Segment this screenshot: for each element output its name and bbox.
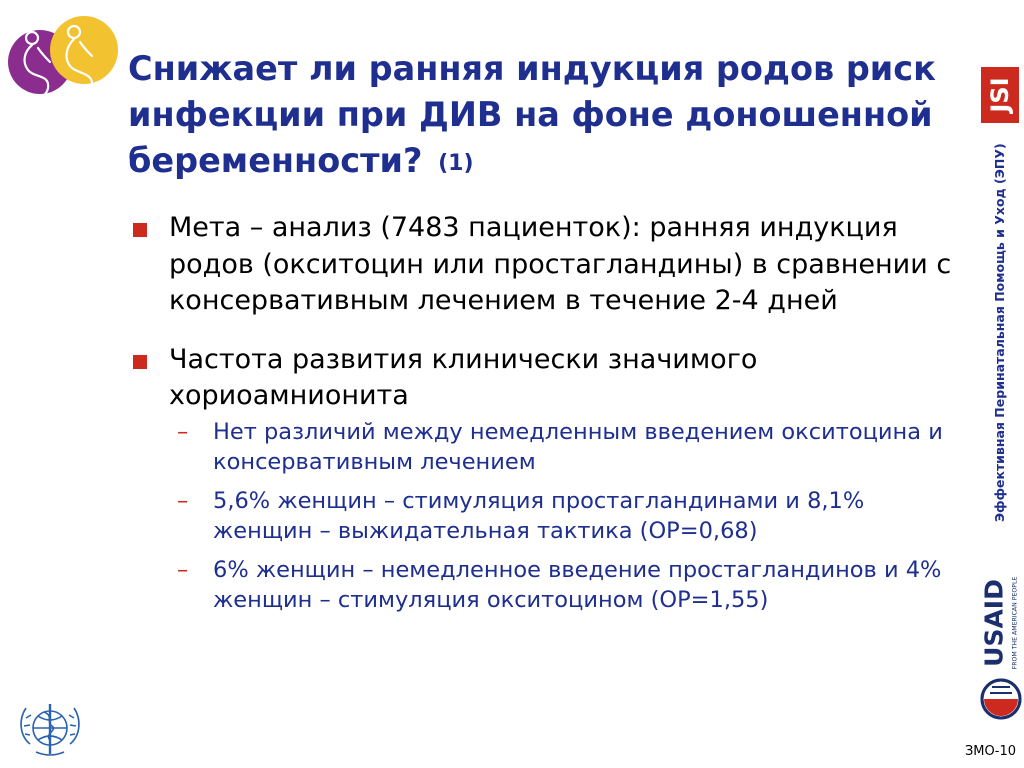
bullet-item — [133, 210, 963, 320]
usaid-logo-text: USAID — [979, 579, 1009, 667]
sub-item-text: 5,6% женщин – стимуляция простагландинами и 8,1% женщин – выжидательная тактика (ОР=0,68) — [213, 487, 865, 544]
dash-marker: – — [177, 418, 189, 445]
sub-list — [133, 417, 963, 616]
dash-marker: – — [177, 487, 189, 514]
title-note: (1) — [438, 151, 474, 176]
slide-content — [133, 210, 963, 624]
bullet-text: Частота развития клинически значимого хориоамнионита — [169, 343, 758, 411]
usaid-logo-icon — [978, 575, 1024, 721]
jsi-logo-text: JSI — [986, 77, 1014, 113]
sub-item-text: 6% женщин – немедленное введение простагландинов и 4% женщин – стимуляция окситоцином (ОР=1,55) — [213, 556, 942, 613]
pregnant-women-logo-icon — [4, 12, 120, 112]
sub-item — [177, 417, 963, 478]
usaid-tagline: FROM THE AMERICAN PEOPLE — [1011, 576, 1019, 670]
dash-marker: – — [177, 556, 189, 583]
sub-item — [177, 555, 963, 616]
bullet-square-icon — [133, 355, 147, 369]
side-caption: Эффективная Перинатальная Помощь и Уход (ЭПУ) — [992, 143, 1007, 522]
page-title — [128, 46, 938, 187]
bullet-item — [133, 342, 963, 415]
jsi-logo-icon — [981, 67, 1019, 123]
sub-item-text: Нет различий между немедленным введением окситоцина и консервативным лечением — [213, 418, 943, 475]
bullet-text: Мета – анализ (7483 пациенток): ранняя индукция родов (окситоцин или простагландины) в сравнении с консервативным лечением в течение 2-4 дней — [169, 212, 952, 316]
bullet-square-icon — [133, 223, 147, 237]
who-emblem-icon — [14, 696, 86, 762]
title-text: Снижает ли ранняя индукция родов риск инфекции при ДИВ на фоне доношенной беременности? — [128, 49, 936, 180]
slide-code: ЗМО-10 — [964, 744, 1016, 759]
sub-item — [177, 486, 963, 547]
